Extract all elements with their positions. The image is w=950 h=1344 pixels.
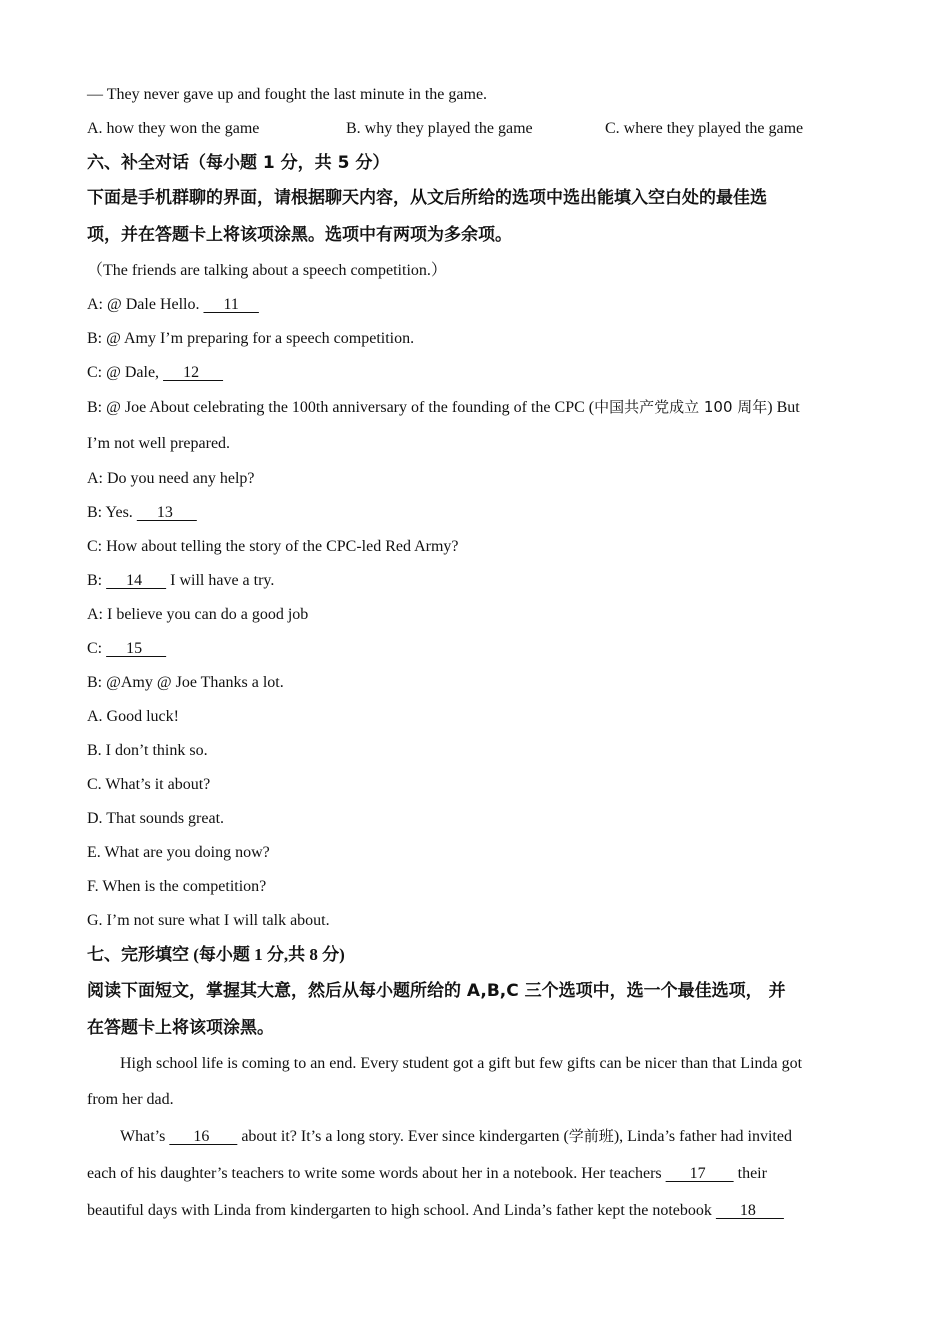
dialogue-line: C: How about telling the story of the CPC-led Red Army? <box>87 538 459 555</box>
section6-instruction-2: 项，并在答题卡上将该项涂黑。选项中有两项为多余项。 <box>87 225 512 245</box>
dialogue-line: A: I believe you can do a good job <box>87 606 309 623</box>
dialogue-text: C: @ Dale, <box>87 364 164 381</box>
dialogue-text: C: <box>87 640 107 657</box>
passage-text: ), Linda’s father had invited <box>613 1128 792 1145</box>
answer-option-b[interactable]: B. I don’t think so. <box>87 742 208 759</box>
blank-11[interactable]: 11 <box>203 296 259 313</box>
passage-text: each of his daughter’s teachers to write some words about her in a notebook. Her teachers <box>87 1165 666 1182</box>
dialogue-line <box>87 564 862 598</box>
section6-context: （The friends are talking about a speech competition.） <box>87 262 447 279</box>
passage-text: beautiful days with Linda from kindergarten to high school. And Linda’s father kept the notebook <box>87 1202 716 1219</box>
section7-heading <box>87 938 862 973</box>
dialogue-line <box>87 496 862 530</box>
dialogue-text: B: Yes. <box>87 504 137 521</box>
dialogue-line: I’m not well prepared. <box>87 435 231 452</box>
dialogue-text: B: <box>87 572 107 589</box>
answer-option-e[interactable]: E. What are you doing now? <box>87 844 270 861</box>
passage-chinese-note: 学前班 <box>568 1127 614 1145</box>
blank-13[interactable]: 13 <box>136 504 197 521</box>
q10-option-b: B. why they played the game <box>346 120 533 137</box>
blank-17[interactable]: 17 <box>665 1165 734 1182</box>
passage-line <box>87 1192 862 1229</box>
dialogue-line: A: Do you need any help? <box>87 470 255 487</box>
dialogue-line <box>87 390 862 425</box>
q10-options <box>87 112 862 146</box>
passage-text: their <box>733 1165 767 1182</box>
dialogue-chinese-note: 中国共产党成立 100 周年 <box>594 398 768 416</box>
dialogue-line <box>87 632 862 666</box>
section7-instruction-2: 在答题卡上将该项涂黑。 <box>87 1018 274 1038</box>
section7-heading-en: (每小题 1 分,共 8 分) <box>189 945 345 964</box>
blank-14[interactable]: 14 <box>106 572 167 589</box>
answer-option-g[interactable]: G. I’m not sure what I will talk about. <box>87 912 330 929</box>
dialogue-line <box>87 356 862 390</box>
dialogue-text: ) But <box>767 399 800 416</box>
dialogue-line: B: @ Amy I’m preparing for a speech competition. <box>87 330 415 347</box>
section7-heading-cn: 七、完形填空 <box>87 945 189 965</box>
section6-heading: 六、补全对话（每小题 1 分，共 5 分） <box>87 153 390 173</box>
blank-18[interactable]: 18 <box>715 1202 784 1219</box>
dialogue-text: I will have a try. <box>166 572 275 589</box>
dialogue-line <box>87 288 862 322</box>
dialogue-text: B: @ Joe About celebrating the 100th anniversary of the founding of the CPC ( <box>87 399 595 416</box>
dialogue-text: A: @ Dale Hello. <box>87 296 204 313</box>
passage-line: High school life is coming to an end. Every student got a gift but few gifts can be nicer than that Linda got <box>120 1055 803 1072</box>
passage-line <box>87 1118 862 1155</box>
q10-option-c: C. where they played the game <box>605 120 804 137</box>
answer-option-c[interactable]: C. What’s it about? <box>87 776 211 793</box>
blank-15[interactable]: 15 <box>106 640 167 657</box>
dialogue-line: B: @Amy @ Joe Thanks a lot. <box>87 674 284 691</box>
blank-12[interactable]: 12 <box>163 364 224 381</box>
section6-instruction-1: 下面是手机群聊的界面，请根据聊天内容，从文后所给的选项中选出能填入空白处的最佳选 <box>87 188 767 208</box>
q10-option-a: A. how they won the game <box>87 120 260 137</box>
exam-page <box>87 78 862 1229</box>
q10-answer-line: — They never gave up and fought the last minute in the game. <box>87 86 488 103</box>
section7-instruction-1: 阅读下面短文，掌握其大意，然后从每小题所给的 A,B,C 三个选项中，选一个最佳选项， 并 <box>87 981 786 1001</box>
answer-option-a[interactable]: A. Good luck! <box>87 708 179 725</box>
passage-text: What’s <box>120 1128 170 1145</box>
passage-line: from her dad. <box>87 1091 174 1108</box>
answer-option-d[interactable]: D. That sounds great. <box>87 810 225 827</box>
passage-text: about it? It’s a long story. Ever since kindergarten ( <box>237 1128 569 1145</box>
answer-option-f[interactable]: F. When is the competition? <box>87 878 267 895</box>
passage-line <box>87 1155 862 1192</box>
blank-16[interactable]: 16 <box>169 1128 238 1145</box>
